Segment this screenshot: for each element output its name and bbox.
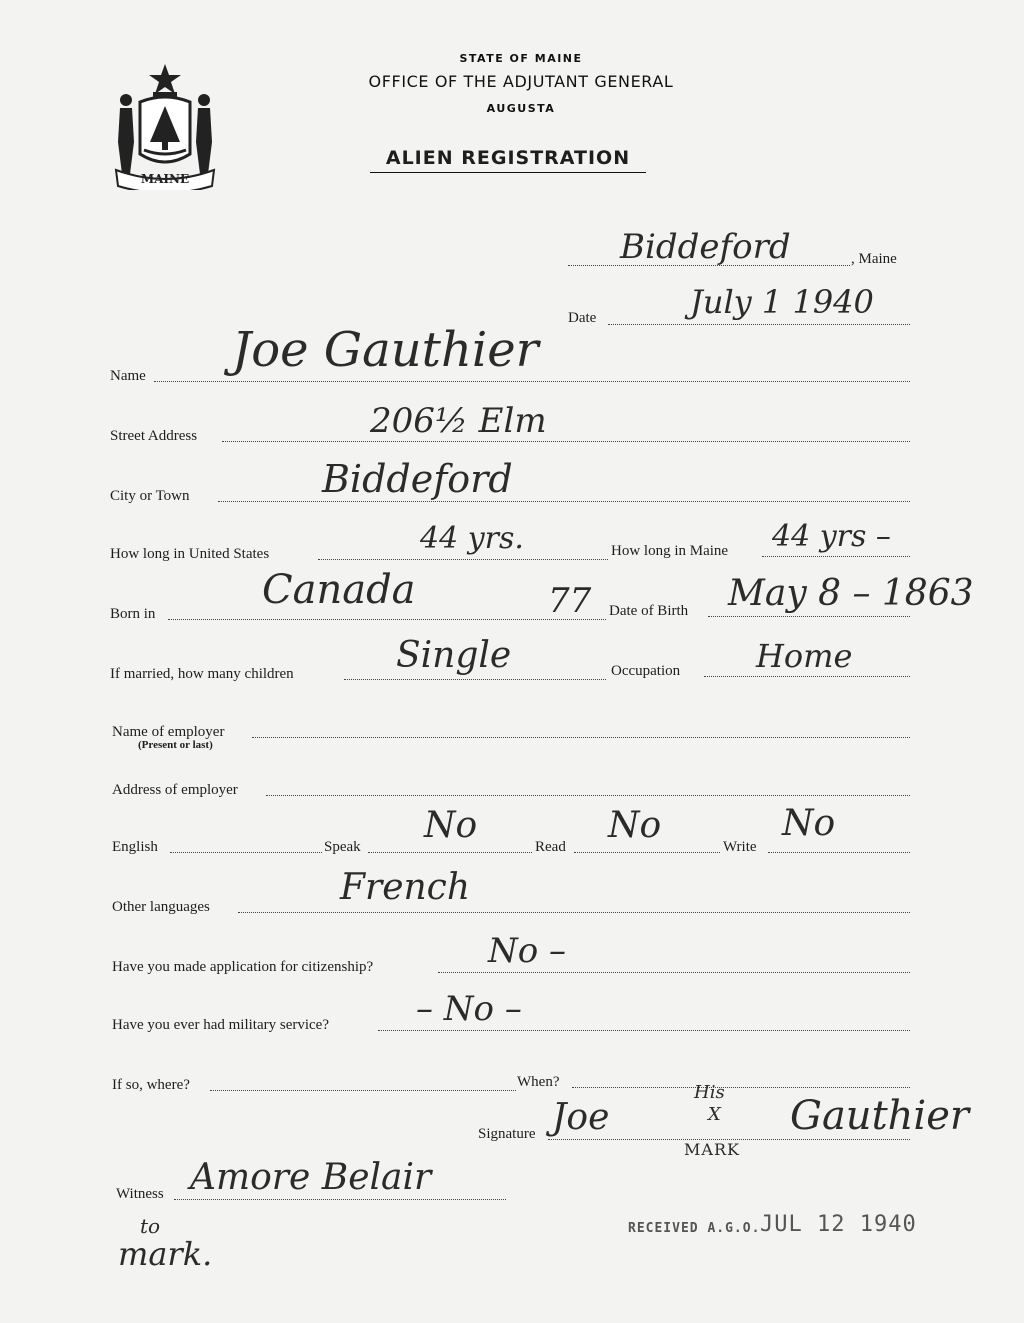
write-line bbox=[768, 852, 910, 853]
other-languages-label: Other languages bbox=[112, 899, 210, 915]
other-languages-entry: French bbox=[340, 867, 471, 908]
read-line bbox=[574, 852, 720, 853]
to-mark-note: mark. bbox=[118, 1235, 213, 1273]
seal-banner-text: MAINE bbox=[140, 172, 190, 186]
where-line bbox=[210, 1090, 516, 1091]
header-state: STATE OF MAINE bbox=[459, 52, 583, 65]
read-label: Read bbox=[535, 839, 566, 855]
maine-label: , Maine bbox=[851, 251, 897, 267]
street-address-line bbox=[222, 441, 910, 442]
to-mark-to: to bbox=[140, 1214, 161, 1238]
header-office: OFFICE OF THE ADJUTANT GENERAL bbox=[368, 72, 674, 91]
occupation-line bbox=[704, 676, 910, 677]
city-entry: Biddeford bbox=[620, 227, 791, 267]
signature-mark-label: MARK bbox=[684, 1140, 740, 1159]
date-of-birth-label: Date of Birth bbox=[609, 603, 689, 619]
born-in-label: Born in bbox=[110, 606, 156, 622]
children-label: If married, how many children bbox=[110, 666, 294, 682]
employer-name-line bbox=[252, 737, 910, 738]
write-entry: No bbox=[782, 803, 836, 844]
military-entry: – No – bbox=[416, 989, 522, 1029]
speak-entry: No bbox=[424, 805, 478, 846]
witness-line bbox=[174, 1199, 506, 1200]
how-long-us-entry: 44 yrs. bbox=[420, 521, 524, 556]
date-of-birth-line bbox=[708, 616, 910, 617]
date-of-birth-entry: May 8 – 1863 bbox=[728, 573, 974, 614]
citizenship-line bbox=[438, 972, 910, 973]
born-in-entry: Canada bbox=[262, 567, 416, 613]
date-line bbox=[608, 324, 910, 325]
name-label: Name bbox=[110, 368, 146, 384]
how-long-us-line bbox=[318, 559, 608, 560]
how-long-maine-line bbox=[762, 556, 910, 557]
other-languages-line bbox=[238, 912, 910, 913]
city-or-town-line bbox=[218, 501, 910, 502]
how-long-us-label: How long in United States bbox=[110, 546, 270, 562]
employer-name-label: Name of employer bbox=[112, 724, 225, 740]
signature-last-name: Gauthier bbox=[790, 1093, 969, 1139]
how-long-maine-entry: 44 yrs – bbox=[772, 519, 891, 554]
occupation-entry: Home bbox=[756, 637, 853, 675]
citizenship-entry: No – bbox=[488, 931, 567, 971]
military-line bbox=[378, 1030, 910, 1031]
speak-line bbox=[368, 852, 532, 853]
name-line bbox=[154, 381, 910, 382]
age-entry: 77 bbox=[548, 581, 592, 621]
witness-label: Witness bbox=[116, 1186, 164, 1202]
city-or-town-entry: Biddeford bbox=[322, 457, 513, 501]
occupation-label: Occupation bbox=[611, 663, 681, 679]
employer-address-label: Address of employer bbox=[112, 782, 238, 798]
where-label: If so, where? bbox=[112, 1077, 190, 1093]
signature-label: Signature bbox=[478, 1126, 536, 1142]
date-entry: July 1 1940 bbox=[690, 283, 874, 321]
citizenship-label: Have you made application for citizenship? bbox=[112, 959, 374, 975]
when-label: When? bbox=[517, 1074, 560, 1090]
english-line bbox=[170, 852, 322, 853]
when-line bbox=[572, 1087, 910, 1088]
signature-his: His bbox=[694, 1082, 725, 1103]
header-city: AUGUSTA bbox=[486, 102, 556, 115]
employer-name-sublabel: (Present or last) bbox=[138, 739, 213, 751]
english-label: English bbox=[112, 839, 158, 855]
signature-first-name: Joe bbox=[552, 1097, 610, 1138]
children-line bbox=[344, 679, 606, 680]
name-entry: Joe Gauthier bbox=[232, 322, 539, 378]
city-or-town-label: City or Town bbox=[110, 488, 190, 504]
military-label: Have you ever had military service? bbox=[112, 1017, 329, 1033]
street-address-entry: 206½ Elm bbox=[370, 401, 547, 441]
read-entry: No bbox=[608, 805, 662, 846]
witness-entry: Amore Belair bbox=[190, 1157, 432, 1198]
street-address-label: Street Address bbox=[110, 428, 198, 444]
received-stamp: RECEIVED A.G.O. bbox=[628, 1221, 761, 1236]
how-long-maine-label: How long in Maine bbox=[611, 543, 729, 559]
signature-x-mark: X bbox=[708, 1104, 721, 1125]
write-label: Write bbox=[723, 839, 757, 855]
speak-label: Speak bbox=[324, 839, 361, 855]
children-entry: Single bbox=[396, 635, 512, 676]
form-title: ALIEN REGISTRATION bbox=[370, 147, 646, 173]
born-in-line bbox=[168, 619, 606, 620]
received-stamp-date: JUL 12 1940 bbox=[760, 1212, 917, 1237]
employer-address-line bbox=[266, 795, 910, 796]
date-label: Date bbox=[568, 310, 597, 326]
